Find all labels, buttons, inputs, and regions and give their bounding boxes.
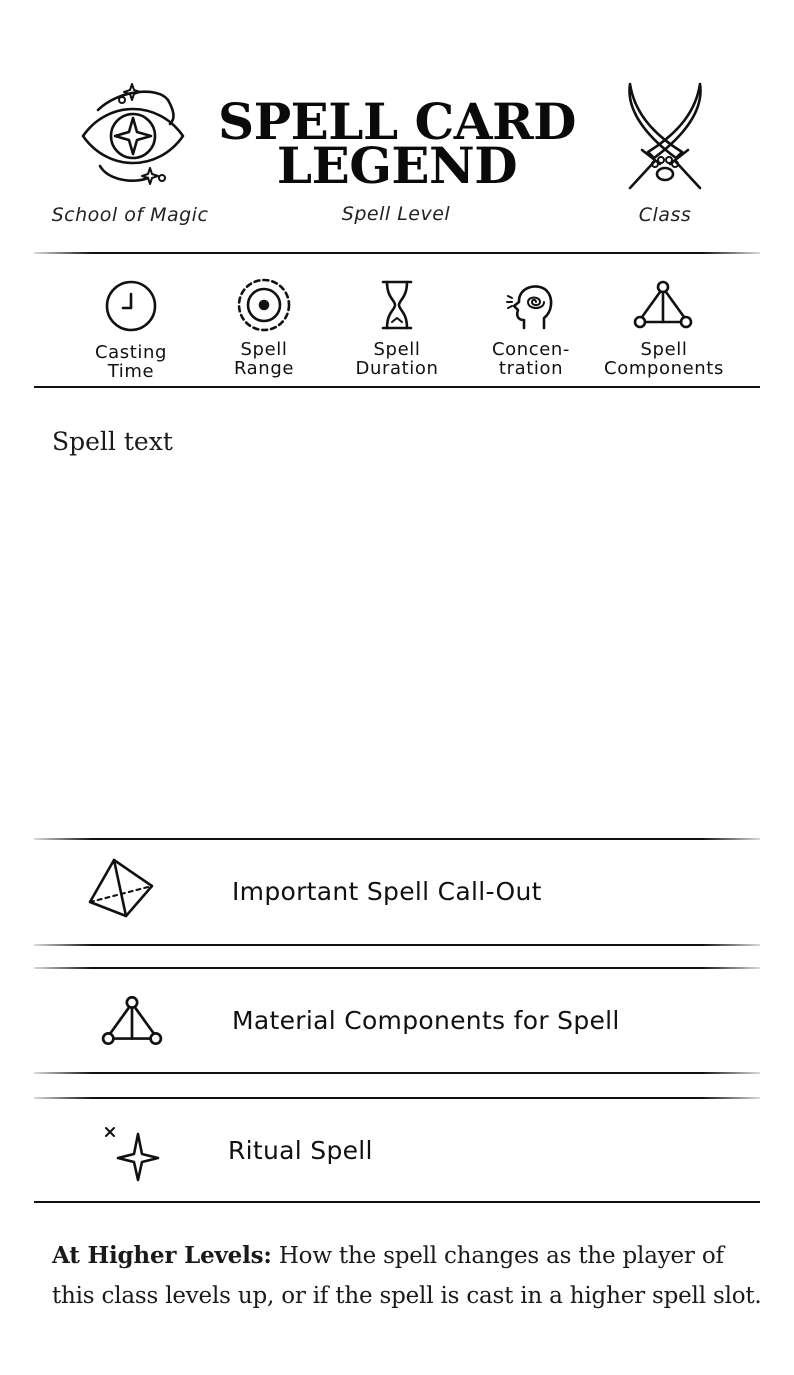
target-icon <box>237 278 291 332</box>
callout-important-label: Important Spell Call-Out <box>232 877 542 906</box>
crossed-swords-icon <box>620 80 710 192</box>
higher-levels-body: How the spell changes as the player of this class levels up, or if the spell is cast in a higher spell slot. <box>52 1243 762 1309</box>
triangle-nodes-icon <box>100 995 164 1047</box>
page-title: SPELL CARD LEGEND <box>217 92 577 195</box>
stat-spell-duration-label: Spell Duration <box>355 339 439 379</box>
stat-spell-range-label: Spell Range <box>233 339 295 379</box>
divider <box>34 386 760 388</box>
divider <box>34 838 760 840</box>
higher-levels-text <box>52 1236 764 1316</box>
higher-levels-label: At Higher Levels: <box>52 1242 272 1269</box>
stat-spell-components-label: Spell Components <box>604 339 724 379</box>
school-of-magic-icon <box>78 80 188 192</box>
divider <box>34 944 760 946</box>
head-spiral-icon <box>506 280 556 330</box>
stat-casting-time-label: Casting Time <box>94 342 168 382</box>
divider <box>34 1097 760 1099</box>
callout-ritual-label: Ritual Spell <box>228 1136 373 1165</box>
divider <box>34 252 760 254</box>
school-of-magic-label: School of Magic <box>51 204 209 226</box>
spell-text: Spell text <box>52 427 173 456</box>
sparkle-icon <box>104 1124 160 1182</box>
class-label: Class <box>638 204 692 226</box>
divider <box>34 1072 760 1074</box>
hourglass-icon <box>380 280 414 330</box>
clock-icon <box>105 280 157 332</box>
divider <box>34 1201 760 1203</box>
crystal-icon <box>86 856 156 920</box>
stat-concentration-label: Concen- tration <box>491 339 571 379</box>
divider <box>34 967 760 969</box>
spell-level-label: Spell Level <box>341 203 451 225</box>
triangle-nodes-icon <box>632 280 694 330</box>
callout-material-label: Material Components for Spell <box>232 1006 620 1035</box>
